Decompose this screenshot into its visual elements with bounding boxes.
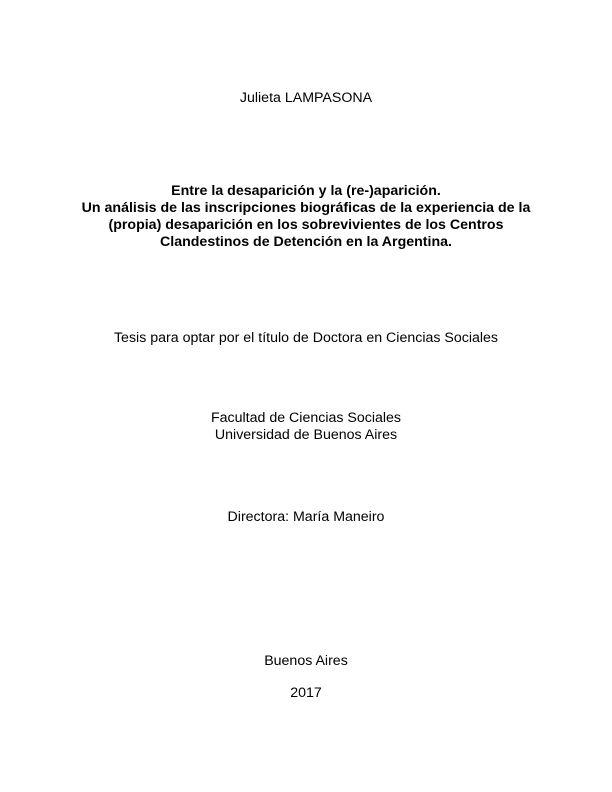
thesis-title-line-1: Entre la desaparición y la (re-)aparición. [171,183,441,199]
year: 2017 [290,685,322,701]
faculty-name: Facultad de Ciencias Sociales [210,410,402,426]
author-name: Julieta LAMPASONA [239,90,373,106]
city: Buenos Aires [264,653,348,669]
thesis-title-line-4: Clandestinos de Detención en la Argentina. [160,234,452,250]
thesis-title-line-3: (propia) desaparición en los sobrevivientes de los Centros [108,217,504,233]
degree-statement: Tesis para optar por el título de Doctora en Ciencias Sociales [113,330,499,346]
thesis-title-line-2: Un análisis de las inscripciones biográficas de la experiencia de la [81,200,531,216]
thesis-director: Directora: María Maneiro [227,509,385,525]
thesis-title [0,183,612,251]
university-name: Universidad de Buenos Aires [214,427,398,443]
